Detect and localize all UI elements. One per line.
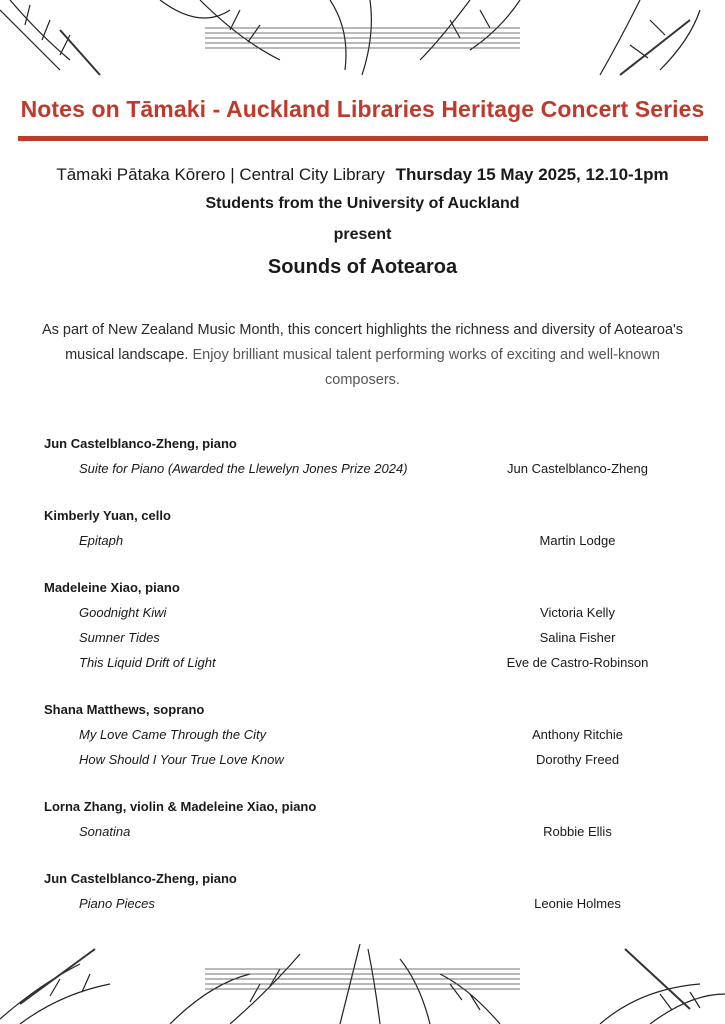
work-row	[0, 747, 725, 772]
piece-title: This Liquid Drift of Light	[79, 655, 216, 670]
piece-title: Sumner Tides	[79, 630, 160, 645]
intro-part-2: Enjoy brilliant musical talent performing works of exciting and well-known composers.	[192, 347, 660, 388]
program-group	[0, 698, 725, 772]
concert-title: Sounds of Aotearoa	[267, 256, 458, 278]
sheet-music-decoration	[205, 969, 520, 989]
work-row	[0, 650, 725, 675]
venue-date-line	[0, 165, 725, 185]
work-row	[0, 722, 725, 747]
fern-frond-decoration	[0, 0, 700, 75]
title-divider	[18, 136, 708, 141]
bottom-decorative-border	[0, 934, 725, 1024]
piece-title: Epitaph	[79, 533, 124, 548]
composer: Victoria Kelly	[540, 605, 615, 620]
intro-paragraph	[40, 318, 685, 393]
sheet-music-decoration	[205, 28, 520, 48]
program-group	[0, 504, 725, 553]
program-group	[0, 867, 725, 916]
program-group	[0, 432, 725, 481]
top-decorative-border	[0, 0, 725, 80]
performer: Kimberly Yuan, cello	[44, 508, 171, 523]
composer: Leonie Holmes	[534, 896, 621, 911]
composer: Eve de Castro-Robinson	[506, 655, 649, 670]
piece-title: Suite for Piano (Awarded the Llewelyn Jones Prize 2024)	[79, 461, 408, 476]
work-row	[0, 456, 725, 481]
program-group	[0, 795, 725, 844]
piece-title: How Should I Your True Love Know	[79, 752, 284, 767]
performer: Lorna Zhang, violin & Madeleine Xiao, piano	[44, 799, 317, 814]
program-group	[0, 576, 725, 675]
performer: Jun Castelblanco-Zheng, piano	[44, 436, 237, 451]
piece-title: Sonatina	[79, 824, 131, 839]
composer: Salina Fisher	[539, 630, 616, 645]
composer: Martin Lodge	[539, 533, 616, 548]
program-list	[0, 432, 725, 939]
performer: Jun Castelblanco-Zheng, piano	[44, 871, 237, 886]
venue: Tāmaki Pātaka Kōrero | Central City Library	[56, 165, 385, 184]
piece-title: My Love Came Through the City	[79, 727, 267, 742]
piece-title: Goodnight Kiwi	[79, 605, 167, 620]
work-row	[0, 625, 725, 650]
present-label: present	[333, 226, 392, 243]
composer: Robbie Ellis	[543, 824, 612, 839]
work-row	[0, 528, 725, 553]
intro-part-1: As part of New Zealand Music Month, this concert highlights the richness and diversity of Aotearoa's musical landscape.	[41, 322, 684, 363]
composer: Anthony Ritchie	[531, 727, 624, 742]
page-title: Notes on Tāmaki - Auckland Libraries Heritage Concert Series	[20, 96, 705, 122]
performer: Shana Matthews, soprano	[44, 702, 205, 717]
work-row	[0, 819, 725, 844]
composer: Dorothy Freed	[535, 752, 620, 767]
concert-date: Thursday 15 May 2025, 12.10-1pm	[395, 165, 669, 184]
work-row	[0, 600, 725, 625]
presenters: Students from the University of Auckland	[205, 195, 520, 212]
composer: Jun Castelblanco-Zheng	[507, 461, 648, 476]
work-row	[0, 891, 725, 916]
piece-title: Piano Pieces	[79, 896, 155, 911]
performer: Madeleine Xiao, piano	[44, 580, 180, 595]
